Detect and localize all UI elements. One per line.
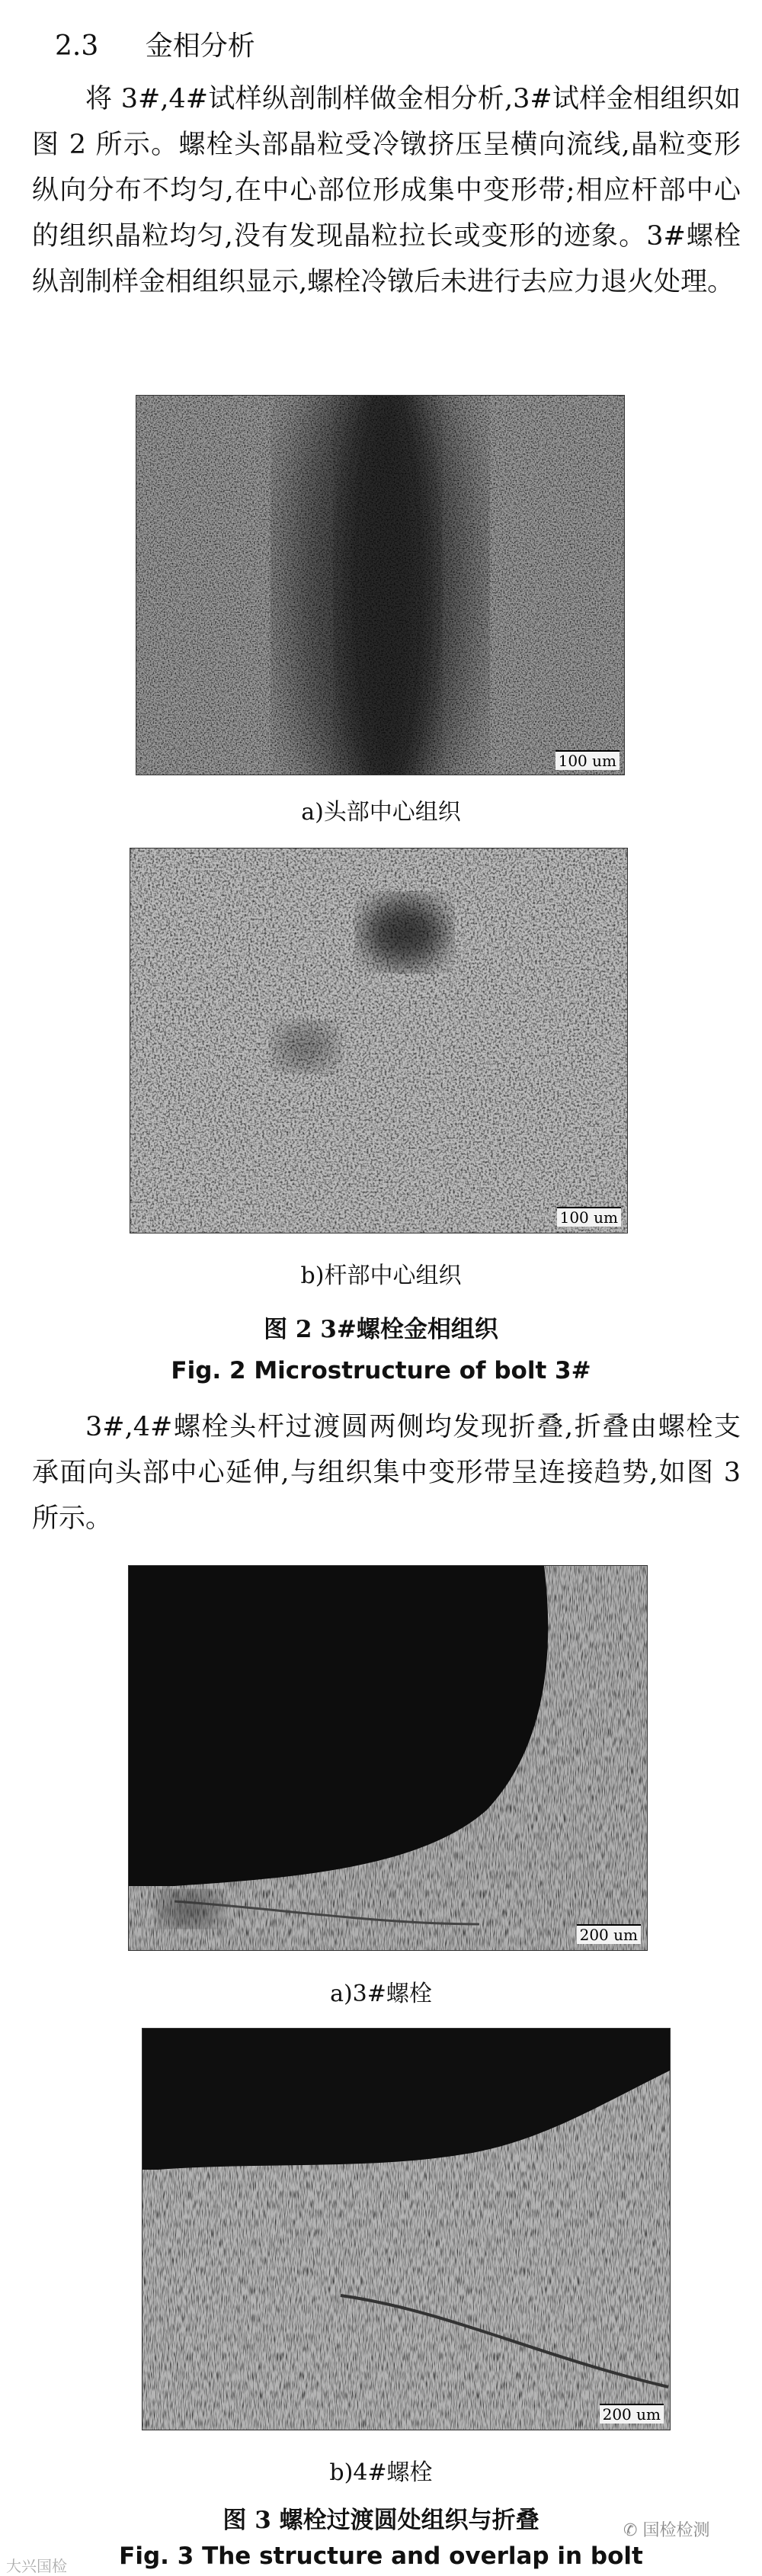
figure-2-title-cn: 图 2 3#螺栓金相组织: [264, 1316, 498, 1343]
paragraph-2-text: 3#,4#螺栓头杆过渡圆两侧均发现折叠,折叠由螺栓支承面向头部中心延伸,与组织集中变形带呈连接趋势,如图 3 所示。: [32, 1412, 741, 1534]
scale-bar-2b: 100 um: [557, 1207, 621, 1227]
figure-3a-micrograph: [128, 1565, 648, 1951]
watermark-right: [623, 2517, 709, 2541]
figure-2b-micrograph: [130, 848, 628, 1233]
wechat-icon: ✆: [623, 2521, 638, 2540]
scale-bar-3a: 200 um: [577, 1924, 641, 1944]
micrograph-shank-center: [130, 849, 627, 1233]
watermark-right-text: 国检检测: [642, 2521, 710, 2540]
section-heading: [55, 24, 255, 63]
paragraph-overlap: [32, 1404, 741, 1541]
figure-2a-micrograph: [136, 395, 625, 775]
figure-2a-caption: a)头部中心组织: [301, 799, 461, 826]
paragraph-metallography: [32, 76, 741, 305]
micrograph-bolt-4: [142, 2029, 670, 2430]
micrograph-head-center: [136, 396, 624, 775]
scale-bar-2a: 100 um: [555, 750, 620, 770]
micrograph-bolt-3: [129, 1566, 647, 1950]
figure-2-title-en: Fig. 2 Microstructure of bolt 3#: [171, 1357, 591, 1384]
scale-bar-3b: 200 um: [600, 2404, 664, 2424]
figure-3-title-cn: 图 3 螺栓过渡圆处组织与折叠: [223, 2507, 539, 2534]
figure-3b-micrograph: [142, 2028, 671, 2430]
figure-3b-caption: b)4#螺栓: [329, 2459, 433, 2486]
figure-2b-caption: b)杆部中心组织: [300, 1262, 462, 1289]
figure-3-title-en: Fig. 3 The structure and overlap in bolt: [119, 2542, 643, 2570]
section-title: 金相分析: [145, 30, 255, 62]
paragraph-1-text: 将 3#,4#试样纵剖制样做金相分析,3#试样金相组织如图 2 所示。螺栓头部晶粒受冷镦挤压呈横向流线,晶粒变形纵向分布不均匀,在中心部位形成集中变形带;相应杆部中心的组织晶粒均匀,没有发现晶粒拉长或变形的迹象。3#螺栓纵剖制样金相组织显示,螺栓冷镦后未进行去应力退火处理。: [32, 84, 741, 297]
watermark-left: 大兴国检: [6, 2557, 67, 2575]
section-number: 2.3: [55, 30, 99, 62]
figure-3a-caption: a)3#螺栓: [330, 1981, 432, 2007]
